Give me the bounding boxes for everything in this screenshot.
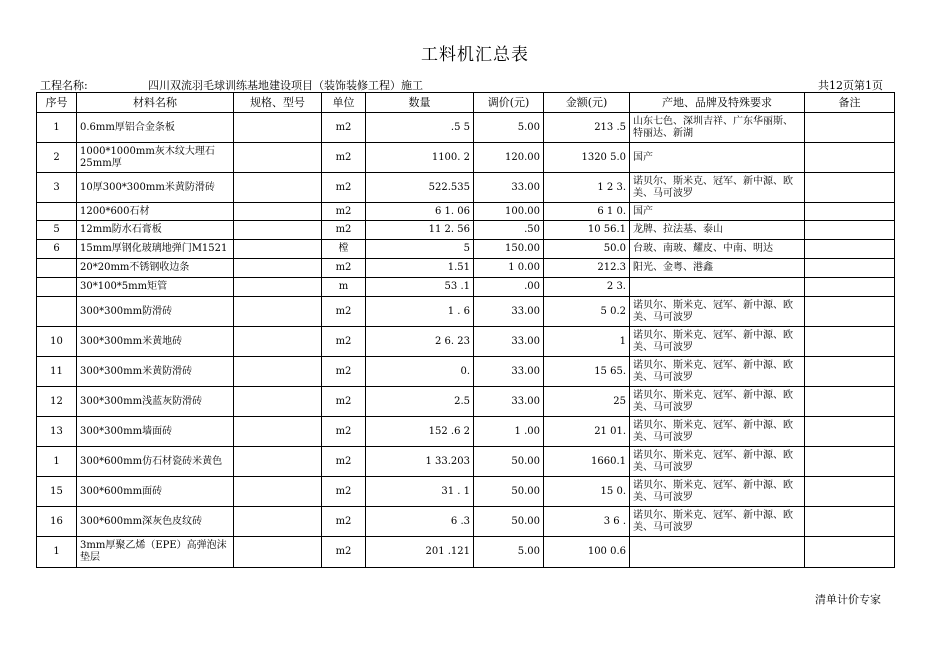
table-row (37, 507, 895, 537)
cell-qty: 1.51 (366, 259, 474, 278)
cell-name: 12mm防水石膏板 (77, 221, 234, 240)
cell-remark (805, 113, 895, 143)
cell-remark (805, 387, 895, 417)
cell-qty: 1100. 2 (366, 143, 474, 173)
cell-unit: m2 (322, 387, 366, 417)
cell-name: 300*600mm仿石材瓷砖米黄色 (77, 447, 234, 477)
cell-no (37, 297, 77, 327)
cell-spec (234, 507, 322, 537)
cell-origin: 诺贝尔、斯米克、冠军、新中源、欧美、马可波罗 (630, 477, 805, 507)
table-row (37, 417, 895, 447)
cell-remark (805, 259, 895, 278)
cell-price: 33.00 (474, 297, 544, 327)
cell-remark (805, 278, 895, 297)
cell-qty: .5 5 (366, 113, 474, 143)
cell-remark (805, 297, 895, 327)
cell-qty: 2 6. 23 (366, 327, 474, 357)
cell-unit: m2 (322, 357, 366, 387)
cell-price: 5.00 (474, 113, 544, 143)
cell-unit: m2 (322, 477, 366, 507)
cell-origin: 诺贝尔、斯米克、冠军、新中源、欧美、马可波罗 (630, 173, 805, 203)
cell-no: 5 (37, 221, 77, 240)
cell-qty: 2.5 (366, 387, 474, 417)
project-name: 四川双流羽毛球训练基地建设项目（装饰装修工程）施工 (148, 79, 423, 92)
table-row (37, 327, 895, 357)
cell-spec (234, 447, 322, 477)
cell-origin (630, 278, 805, 297)
cell-price: 50.00 (474, 507, 544, 537)
cell-origin: 山东七色、深圳吉祥、广东华丽斯、特丽达、新湖 (630, 113, 805, 143)
cell-origin: 诺贝尔、斯米克、冠军、新中源、欧美、马可波罗 (630, 417, 805, 447)
project-label: 工程名称: (40, 79, 88, 92)
cell-unit: m (322, 278, 366, 297)
col-header-amount: 金额(元) (544, 93, 630, 113)
cell-price: .50 (474, 221, 544, 240)
cell-no: 2 (37, 143, 77, 173)
cell-name: 30*100*5mm矩管 (77, 278, 234, 297)
cell-unit: m2 (322, 507, 366, 537)
cell-qty: 522.535 (366, 173, 474, 203)
cell-origin: 诺贝尔、斯米克、冠军、新中源、欧美、马可波罗 (630, 447, 805, 477)
cell-origin: 诺贝尔、斯米克、冠军、新中源、欧美、马可波罗 (630, 507, 805, 537)
cell-price: 1 .00 (474, 417, 544, 447)
table-row (37, 278, 895, 297)
cell-spec (234, 143, 322, 173)
cell-unit: m2 (322, 221, 366, 240)
cell-name: 1000*1000mm灰木纹大理石25mm厚 (77, 143, 234, 173)
cell-spec (234, 203, 322, 221)
cell-qty: 11 2. 56 (366, 221, 474, 240)
cell-spec (234, 113, 322, 143)
cell-no: 16 (37, 507, 77, 537)
cell-name: 1200*600石材 (77, 203, 234, 221)
cell-name: 300*300mm防滑砖 (77, 297, 234, 327)
cell-amount: 10 56.1 (544, 221, 630, 240)
cell-no: 12 (37, 387, 77, 417)
cell-amount: 213 .5 (544, 113, 630, 143)
cell-qty: 31 . 1 (366, 477, 474, 507)
col-header-no: 序号 (37, 93, 77, 113)
cell-amount: 1320 5.0 (544, 143, 630, 173)
col-header-qty: 数量 (366, 93, 474, 113)
cell-remark (805, 477, 895, 507)
page-info: 共12页第1页 (818, 79, 883, 92)
cell-amount: 25 (544, 387, 630, 417)
table-row (37, 297, 895, 327)
cell-unit: m2 (322, 327, 366, 357)
col-header-remark: 备注 (805, 93, 895, 113)
cell-qty: 6 1. 06 (366, 203, 474, 221)
cell-unit: m2 (322, 203, 366, 221)
cell-name: 300*300mm墙面砖 (77, 417, 234, 447)
cell-qty: 6 .3 (366, 507, 474, 537)
cell-remark (805, 221, 895, 240)
cell-origin: 诺贝尔、斯米克、冠军、新中源、欧美、马可波罗 (630, 327, 805, 357)
cell-qty: 1 33.203 (366, 447, 474, 477)
cell-spec (234, 357, 322, 387)
cell-name: 10厚300*300mm米黄防滑砖 (77, 173, 234, 203)
cell-origin: 国产 (630, 143, 805, 173)
table-header-row (37, 93, 895, 113)
cell-amount: 3 6 . (544, 507, 630, 537)
cell-origin: 诺贝尔、斯米克、冠军、新中源、欧美、马可波罗 (630, 357, 805, 387)
cell-spec (234, 221, 322, 240)
cell-name: 0.6mm厚铝合金条板 (77, 113, 234, 143)
cell-amount: 5 0.2 (544, 297, 630, 327)
cell-price: 100.00 (474, 203, 544, 221)
cell-origin: 国产 (630, 203, 805, 221)
cell-unit: m2 (322, 143, 366, 173)
cell-origin: 诺贝尔、斯米克、冠军、新中源、欧美、马可波罗 (630, 297, 805, 327)
col-header-unit: 单位 (322, 93, 366, 113)
cell-unit: m2 (322, 417, 366, 447)
cell-unit: m2 (322, 297, 366, 327)
cell-unit: m2 (322, 447, 366, 477)
table-row (37, 387, 895, 417)
cell-spec (234, 327, 322, 357)
cell-price: 50.00 (474, 447, 544, 477)
col-header-origin: 产地、品牌及特殊要求 (630, 93, 805, 113)
cell-remark (805, 173, 895, 203)
cell-name: 300*300mm米黄防滑砖 (77, 357, 234, 387)
cell-qty: 53 .1 (366, 278, 474, 297)
cell-price: 150.00 (474, 240, 544, 259)
cell-remark (805, 447, 895, 477)
cell-amount: 15 0. (544, 477, 630, 507)
cell-no: 11 (37, 357, 77, 387)
cell-no: 13 (37, 417, 77, 447)
cell-amount: 15 65. (544, 357, 630, 387)
table-row (37, 477, 895, 507)
cell-unit: m2 (322, 113, 366, 143)
cell-price: 120.00 (474, 143, 544, 173)
cell-spec (234, 173, 322, 203)
cell-price: 5.00 (474, 537, 544, 568)
cell-remark (805, 537, 895, 568)
cell-remark (805, 507, 895, 537)
materials-summary-table (36, 92, 895, 568)
table-row (37, 173, 895, 203)
cell-price: 33.00 (474, 357, 544, 387)
cell-unit: m2 (322, 259, 366, 278)
document-title: 工料机汇总表 (421, 45, 529, 65)
table-row (37, 221, 895, 240)
col-header-name: 材料名称 (77, 93, 234, 113)
cell-spec (234, 278, 322, 297)
cell-no: 15 (37, 477, 77, 507)
cell-no: 10 (37, 327, 77, 357)
cell-amount: 212.3 (544, 259, 630, 278)
cell-spec (234, 259, 322, 278)
cell-amount: 100 0.6 (544, 537, 630, 568)
cell-qty: 201 .121 (366, 537, 474, 568)
cell-price: 1 0.00 (474, 259, 544, 278)
cell-remark (805, 203, 895, 221)
cell-price: 33.00 (474, 387, 544, 417)
cell-remark (805, 143, 895, 173)
col-header-spec: 规格、型号 (234, 93, 322, 113)
cell-price: 50.00 (474, 477, 544, 507)
cell-no (37, 203, 77, 221)
cell-qty: 5 (366, 240, 474, 259)
cell-spec (234, 537, 322, 568)
table-row (37, 113, 895, 143)
cell-name: 300*600mm面砖 (77, 477, 234, 507)
cell-no: 3 (37, 173, 77, 203)
table-row (37, 203, 895, 221)
cell-no: 1 (37, 447, 77, 477)
table-row (37, 537, 895, 568)
cell-origin (630, 537, 805, 568)
table-row (37, 143, 895, 173)
cell-amount: 1 (544, 327, 630, 357)
footer-text: 清单计价专家 (815, 593, 881, 606)
col-header-price: 调价(元) (474, 93, 544, 113)
cell-qty: 152 .6 2 (366, 417, 474, 447)
cell-unit: 樘 (322, 240, 366, 259)
cell-origin: 台玻、南玻、耀皮、中南、明达 (630, 240, 805, 259)
cell-name: 20*20mm不锈钢收边条 (77, 259, 234, 278)
cell-amount: 21 01. (544, 417, 630, 447)
cell-amount: 6 1 0. (544, 203, 630, 221)
cell-spec (234, 297, 322, 327)
cell-origin: 诺贝尔、斯米克、冠军、新中源、欧美、马可波罗 (630, 387, 805, 417)
cell-amount: 2 3. (544, 278, 630, 297)
table-row (37, 240, 895, 259)
table-row (37, 259, 895, 278)
table-row (37, 447, 895, 477)
cell-qty: 0. (366, 357, 474, 387)
cell-price: 33.00 (474, 173, 544, 203)
cell-origin: 龙牌、拉法基、泰山 (630, 221, 805, 240)
cell-remark (805, 357, 895, 387)
cell-no: 1 (37, 537, 77, 568)
cell-spec (234, 417, 322, 447)
cell-amount: 1 2 3. (544, 173, 630, 203)
cell-amount: 50.0 (544, 240, 630, 259)
cell-name: 3mm厚聚乙烯（EPE）高弹泡沫垫层 (77, 537, 234, 568)
cell-origin: 阳光、金粤、港鑫 (630, 259, 805, 278)
cell-unit: m2 (322, 537, 366, 568)
cell-spec (234, 477, 322, 507)
cell-price: 33.00 (474, 327, 544, 357)
cell-amount: 1660.1 (544, 447, 630, 477)
cell-name: 300*600mm深灰色皮纹砖 (77, 507, 234, 537)
cell-spec (234, 387, 322, 417)
cell-name: 15mm厚钢化玻璃地弹门M1521 (77, 240, 234, 259)
cell-no (37, 278, 77, 297)
cell-no (37, 259, 77, 278)
cell-qty: 1 . 6 (366, 297, 474, 327)
cell-remark (805, 240, 895, 259)
table-row (37, 357, 895, 387)
cell-remark (805, 417, 895, 447)
cell-no: 1 (37, 113, 77, 143)
cell-price: .00 (474, 278, 544, 297)
cell-unit: m2 (322, 173, 366, 203)
cell-spec (234, 240, 322, 259)
cell-no: 6 (37, 240, 77, 259)
cell-remark (805, 327, 895, 357)
cell-name: 300*300mm米黄地砖 (77, 327, 234, 357)
cell-name: 300*300mm浅蓝灰防滑砖 (77, 387, 234, 417)
